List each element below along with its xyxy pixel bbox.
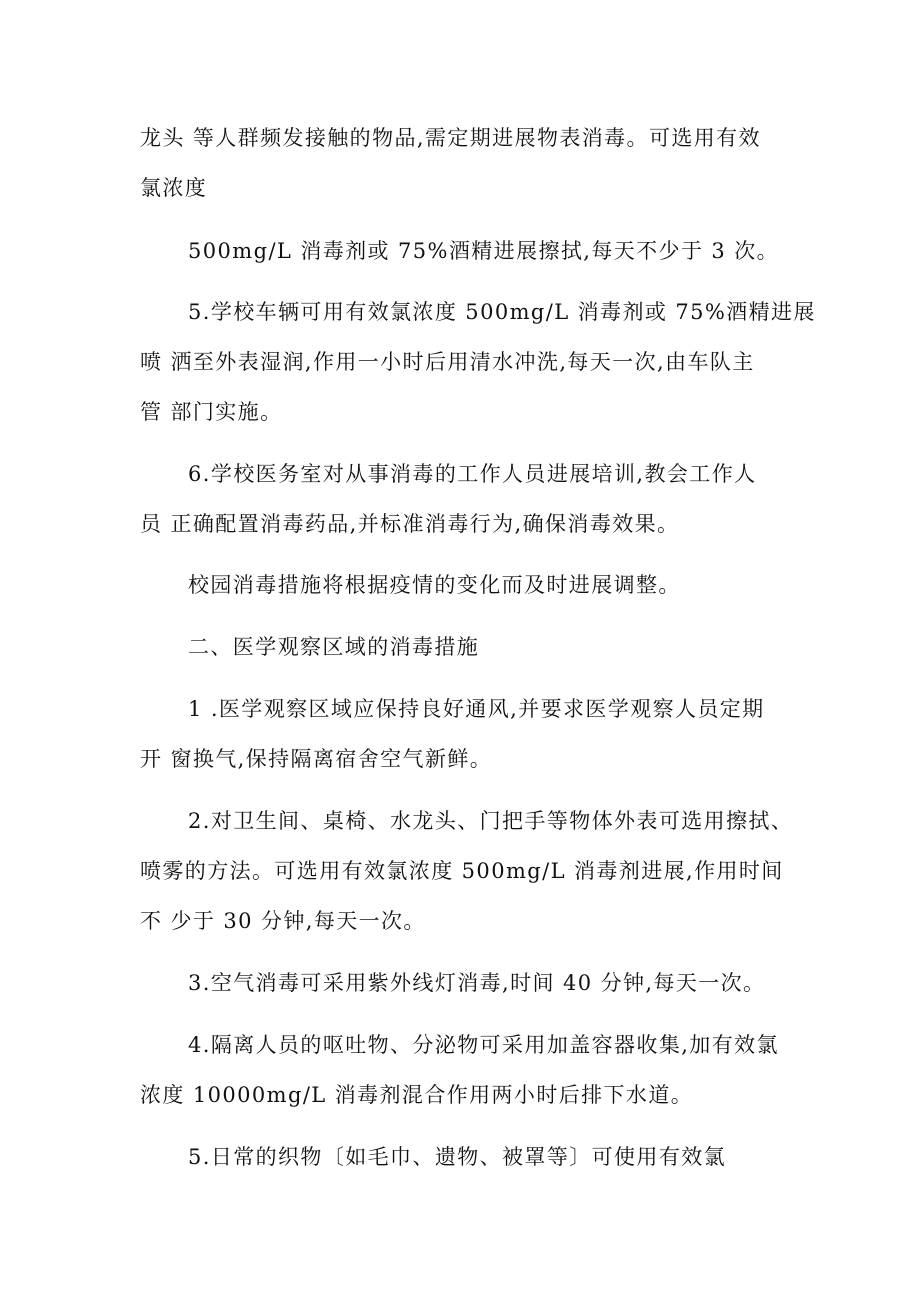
text-line: 氯浓度: [140, 176, 208, 200]
text-line: 2.对卫生间、桌椅、水龙头、门把手等物体外表可选用擦拭、: [188, 809, 794, 833]
text-line: 6.学校医务室对从事消毒的工作人员进展培训,教会工作人: [188, 462, 757, 486]
text-line: 5.学校车辆可用有效氯浓度 500mg/L 消毒剂或 75%酒精进展: [188, 300, 816, 324]
text-line: 不 少于 30 分钟,每天一次。: [140, 909, 426, 933]
text-line: 喷雾的方法。可选用有效氯浓度 500mg/L 消毒剂进展,作用时间: [140, 859, 784, 883]
text-line: 喷 洒至外表湿润,作用一小时后用清水冲洗,每天一次,由车队主: [140, 350, 755, 374]
text-line: 4.隔离人员的呕吐物、分泌物可采用加盖容器收集,加有效氯: [188, 1033, 779, 1057]
text-line: 校园消毒措施将根据疫情的变化而及时进展调整。: [188, 573, 681, 597]
text-line: 500mg/L 消毒剂或 75%酒精进展擦拭,每天不少于 3 次。: [188, 239, 780, 263]
text-line: 浓度 10000mg/L 消毒剂混合作用两小时后排下水道。: [140, 1083, 694, 1107]
text-line: 1 .医学观察区域应保持良好通风,并要求医学观察人员定期: [188, 697, 765, 721]
text-line: 员 正确配置消毒药品,并标准消毒行为,确保消毒效果。: [140, 512, 680, 536]
text-line: 管 部门实施。: [140, 400, 283, 424]
text-line: 5.日常的织物〔如毛巾、遗物、被罩等〕可使用有效氯: [188, 1145, 727, 1169]
text-line: 龙头 等人群频发接触的物品,需定期进展物表消毒。可选用有效: [140, 126, 761, 150]
text-line: 3.空气消毒可采用紫外线灯消毒,时间 40 分钟,每天一次。: [188, 971, 766, 995]
section-heading: 二、医学观察区域的消毒措施: [188, 635, 480, 659]
text-line: 开 窗换气,保持隔离宿舍空气新鲜。: [140, 747, 493, 771]
